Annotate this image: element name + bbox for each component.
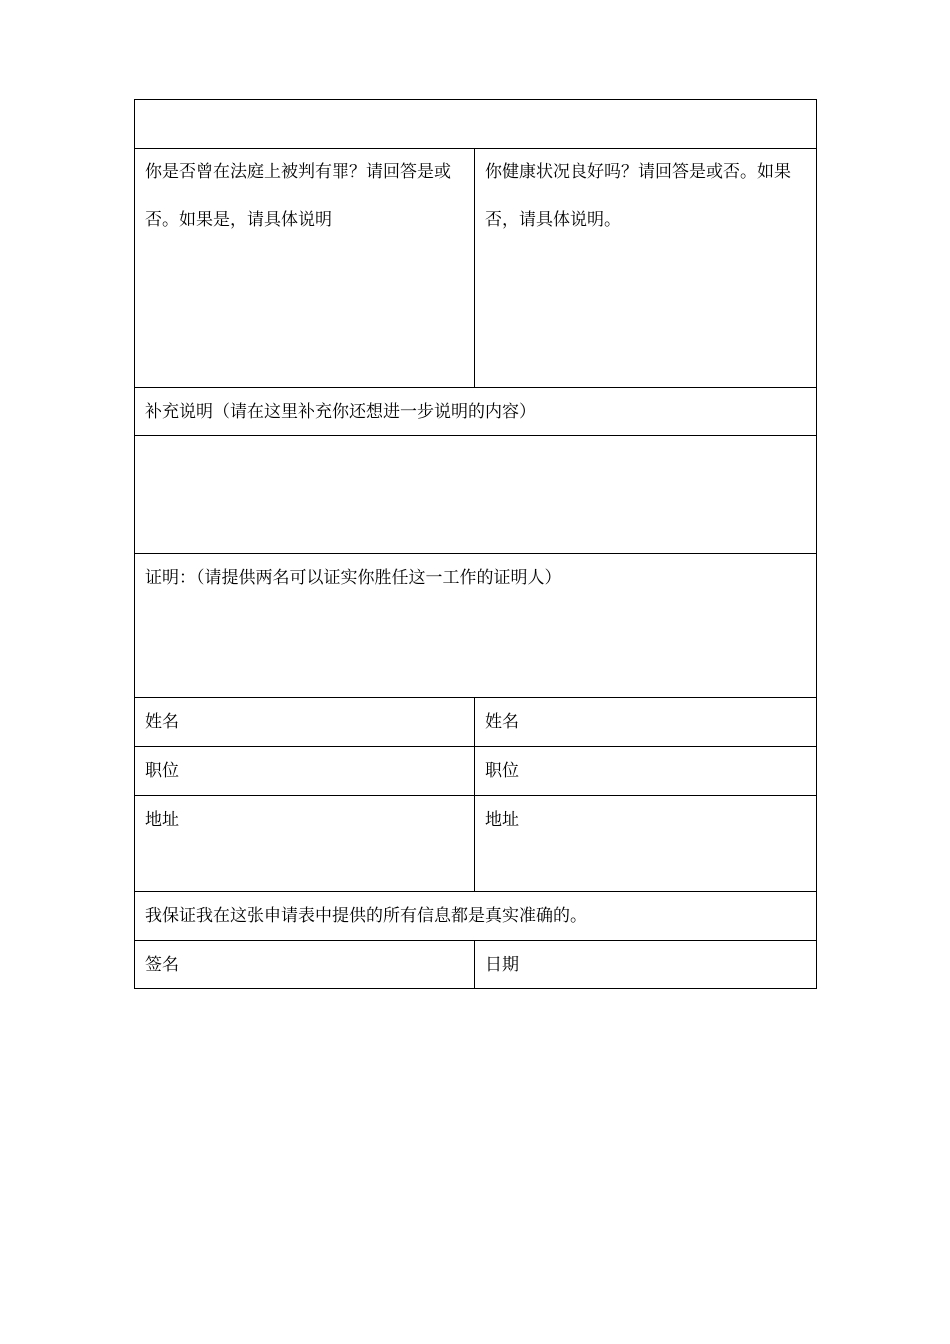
- blank-header-cell[interactable]: [135, 100, 817, 149]
- supplement-input-area[interactable]: [135, 436, 817, 554]
- supplement-label-row: [135, 388, 817, 436]
- referee-position-row: [135, 747, 817, 796]
- referee-name-row: [135, 698, 817, 747]
- referee-2-name-field[interactable]: 姓名: [475, 698, 817, 747]
- references-row: [135, 554, 817, 698]
- supplement-body-row: [135, 436, 817, 554]
- signature-row: [135, 941, 817, 989]
- health-status-question: 你健康状况良好吗？请回答是或否。如果否，请具体说明。: [485, 162, 791, 230]
- health-status-cell[interactable]: [475, 149, 817, 388]
- criminal-record-cell[interactable]: [135, 149, 475, 388]
- referee-1-address-field[interactable]: 地址: [135, 796, 475, 892]
- references-label[interactable]: 证明：（请提供两名可以证实你胜任这一工作的证明人）: [135, 554, 817, 698]
- referee-1-position-field[interactable]: 职位: [135, 747, 475, 796]
- declaration-row: [135, 892, 817, 941]
- blank-header-row: [135, 100, 817, 149]
- referee-address-row: [135, 796, 817, 892]
- date-field[interactable]: 日期: [475, 941, 817, 989]
- application-form-table: [134, 99, 817, 989]
- declaration-text: 我保证我在这张申请表中提供的所有信息都是真实准确的。: [135, 892, 817, 941]
- referee-2-position-field[interactable]: 职位: [475, 747, 817, 796]
- referee-1-name-field[interactable]: 姓名: [135, 698, 475, 747]
- criminal-record-question: 你是否曾在法庭上被判有罪？请回答是或否。如果是，请具体说明: [145, 162, 451, 230]
- supplement-label: 补充说明（请在这里补充你还想进一步说明的内容）: [135, 388, 817, 436]
- referee-2-address-field[interactable]: 地址: [475, 796, 817, 892]
- questions-row: [135, 149, 817, 388]
- signature-field[interactable]: 签名: [135, 941, 475, 989]
